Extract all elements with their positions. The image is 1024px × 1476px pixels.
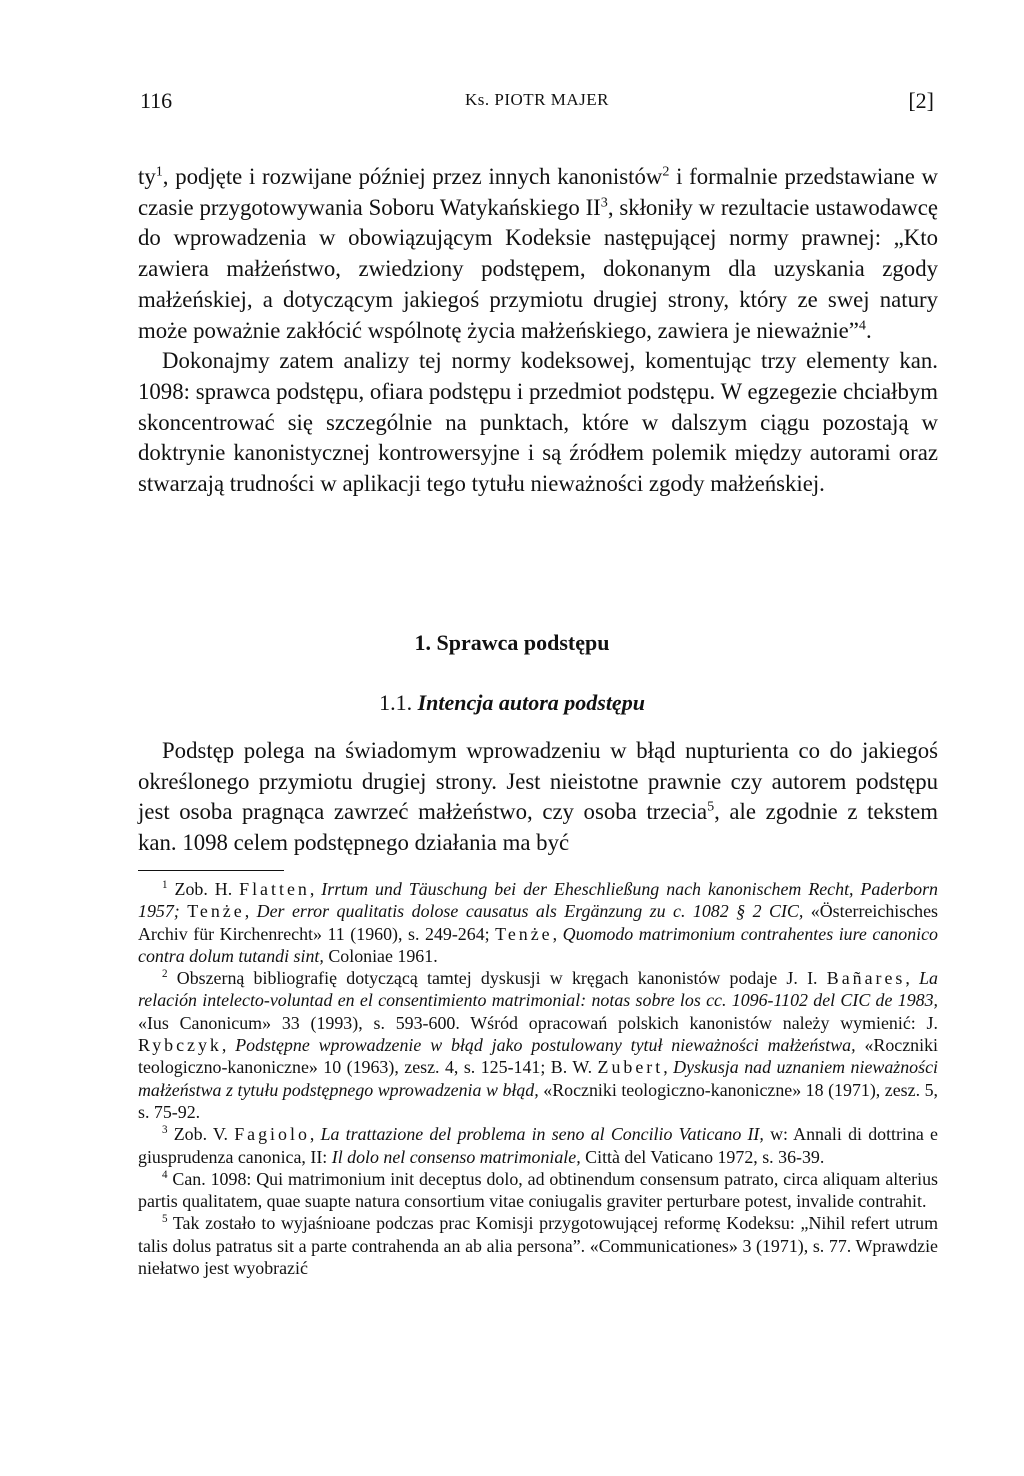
footnote-ref-2[interactable]: 2 [662, 163, 670, 180]
footnote-ref-4[interactable]: 4 [858, 316, 866, 333]
running-head-author: Ks. PIOTR MAJER [465, 90, 609, 109]
footnote-ref-5[interactable]: 5 [707, 798, 715, 815]
paragraph-2: Dokonajmy zatem analizy tej normy kodeksowej, komentując trzy elementy kan. 1098: sprawca podstępu, ofiara podstępu i przedmiot podstępu. W egzegezie chciałbym skoncentrować się szczególnie na punktach, które w dalszym ciągu pozostają w doktrynie kanonistycznej kontrowersyjne i są źródłem polemik między autorami oraz stwarzają trudności w aplikacji tego tytułu nieważności zgody małżeńskiej. [138, 348, 938, 497]
footnote-3: $^3$ Zob. V. Fagiolo, La trattazione del problema in seno al Concilio Vaticano II, w: Annali di dottrina e giusprudenza canonica, II: Il dolo nel consenso matrimoniale, Città del Vaticano 1972, s. 36-39. [138, 1124, 938, 1167]
running-head [140, 88, 934, 124]
body-text-section [138, 736, 938, 859]
footnotes [138, 878, 938, 1279]
footnote-ref-3[interactable]: 3 [600, 194, 608, 211]
subsection-heading: 1.1. Intencja autora podstępu [379, 690, 645, 715]
page-number: 116 [140, 88, 173, 113]
running-head-section: [2] [908, 88, 934, 113]
footnote-5: $^5$ Tak zostało to wyjaśnioane podczas prac Komisji przygotowującej reformę Kodeksu: „Nihil refert utrum talis dolus patratus sit a parte contrahenda an ab alia persona”. «Communicationes» 3 (1971), s. 77. Wprawdzie niełatwo jest wyobrazić [138, 1213, 938, 1279]
footnote-2: $^2$ Obszerną bibliografię dotyczącą tamtej dyskusji w kręgach kanonistów podaje J. I. Bañares, La relación intelecto-voluntad en el consentimiento matrimonial: notas sobre los cc. 1096-1102 del CIC de 1983, «Ius Canonicum» 33 (1993), s. 593-600. Wśród opracowań polskich kanonistów należy wymienić: J. Rybczyk, Podstępne wprowadzenie w błąd jako postulowany tytuł nieważności małżeństwa, «Roczniki teologiczno-kanoniczne» 10 (1963), zesz. 4, s. 125-141; B. W. Zubert, Dyskusja nad uznaniem nieważności małżeństwa z tytułu podstępnego wprowadzenia w błąd, «Roczniki teologiczno-kanoniczne» 18 (1971), zesz. 5, s. 75-92. [138, 968, 939, 1122]
paragraph-3: Podstęp polega na świadomym wprowadzeniu w błąd nupturienta co do jakiegoś określonego przymiotu drugiej strony. Jest nieistotne prawnie czy autorem podstępu jest osoba pragnąca zawrzeć małżeństwo, czy osoba trzecia$^5$, ale zgodnie z tekstem kan. 1098 celem podstępnego działania ma być [138, 738, 938, 856]
section-heading: 1. Sprawca podstępu [414, 630, 610, 655]
paragraph-1: $ty^1$, podjęte i rozwijane później przez innych kanonistów$^2$ i formalnie przedstawiane w czasie przygotowywania Soboru Watykańskiego $II^3$, skłoniły w rezultacie ustawodawcę do wprowadzenia w obowiązującym Kodeksie następującej normy prawnej: „Kto zawiera małżeństwo, zwiedziony podstępem, dokonanym dla uzyskania zgody małżeńskiej, a dotyczącym jakiegoś przymiotu drugiej strony, który ze swej natury może poważnie zakłócić wspólnotę życia małżeńskiego, zawiera je nieważnie”$^4$. [138, 163, 939, 343]
body-text [138, 162, 938, 500]
footnote-4: $^4$ Can. 1098: Qui matrimonium init deceptus dolo, ad obtinendum consensum patrato, circa aliquam alterius partis qualitatem, quae suapte natura consortium vitae coniugalis graviter perturbare potest, invalide contrahit. [138, 1168, 938, 1212]
footnote-1: $^1$ Zob. H. Flatten, Irrtum und Täuschung bei der Eheschließung nach kanonischem Recht, Paderborn 1957; Tenże, Der error qualitatis dolose causatus als Ergänzung zu c. 1082 § 2 CIC, «Österreichisches Archiv für Kirchenrecht» 11 (1960), s. 249-264; Tenże, Quomodo matrimonium contrahentes iure canonico contra dolum tutandi sint, Coloniae 1961. [138, 879, 939, 966]
footnote-ref-1[interactable]: 1 [155, 163, 163, 180]
footnote-rule [138, 870, 284, 871]
